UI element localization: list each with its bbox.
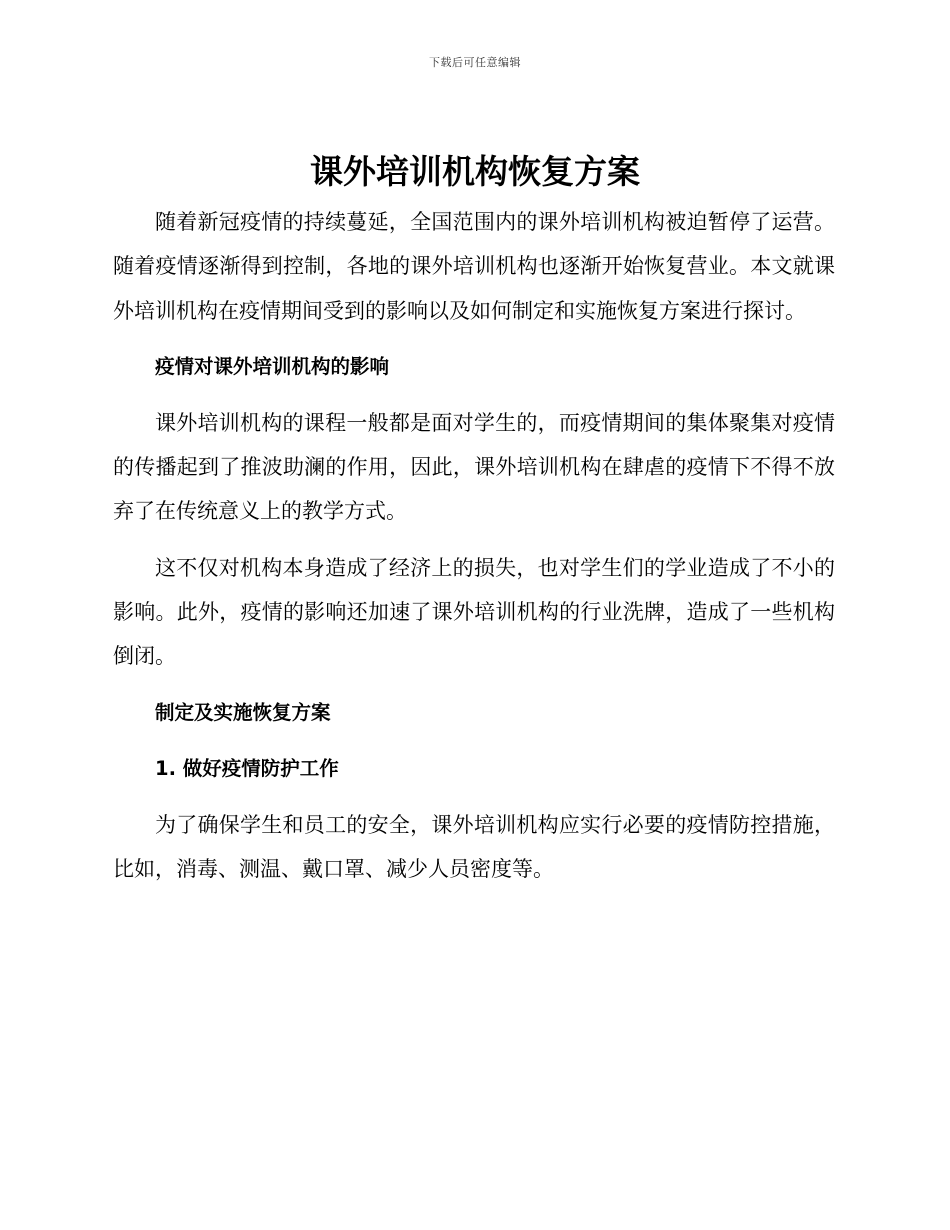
- subsection-heading-protection: 1. 做好疫情防护工作: [155, 756, 339, 780]
- intro-paragraph: 随着新冠疫情的持续蔓延，全国范围内的课外培训机构被迫暂停了运营。随着疫情逐渐得到控制，各地的课外培训机构也逐渐开始恢复营业。本文就课外培训机构在疫情期间受到的影响以及如何制定和实施恢复方案进行探讨。: [113, 210, 835, 323]
- document-body: [113, 200, 835, 891]
- section-heading-impact: 疫情对课外培训机构的影响: [155, 354, 390, 378]
- document-title: 课外培训机构恢复方案: [310, 152, 640, 191]
- impact-paragraph-1: 课外培训机构的课程一般都是面对学生的，而疫情期间的集体聚集对疫情的传播起到了推波助澜的作用，因此，课外培训机构在肆虐的疫情下不得不放弃了在传统意义上的教学方式。: [113, 410, 835, 524]
- impact-paragraph-2: 这不仅对机构本身造成了经济上的损失，也对学生们的学业造成了不小的影响。此外，疫情的影响还加速了课外培训机构的行业洗牌，造成了一些机构倒闭。: [113, 555, 835, 669]
- protection-paragraph: 为了确保学生和员工的安全，课外培训机构应实行必要的疫情防控措施，比如，消毒、测温、戴口罩、减少人员密度等。: [113, 812, 835, 881]
- header-note: 下载后可任意编辑: [429, 56, 521, 69]
- section-heading-recovery: 制定及实施恢复方案: [155, 700, 331, 724]
